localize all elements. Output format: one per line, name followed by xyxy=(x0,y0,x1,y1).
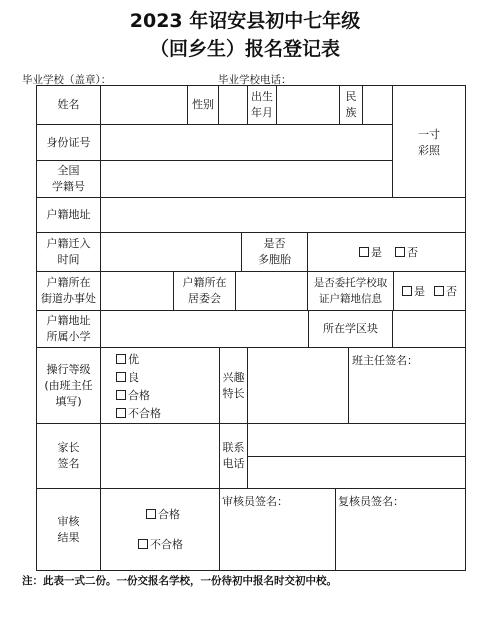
entrust-school-no-checkbox[interactable]: 否 xyxy=(434,285,457,299)
birth-date-label: 出生 年月 xyxy=(251,90,273,119)
national-student-id-label: 全国 学籍号 xyxy=(52,164,85,193)
residents-committee-field[interactable] xyxy=(235,271,308,311)
residents-committee-label: 户籍所在 居委会 xyxy=(182,276,227,305)
reviewer-sign-label: 审核员签名： xyxy=(222,495,288,508)
graduation-school-phone-label: 毕业学校电话： xyxy=(218,74,292,86)
id-number-field[interactable] xyxy=(100,124,393,161)
conduct-good-checkbox[interactable]: 良 xyxy=(116,371,139,385)
household-move-time-field[interactable] xyxy=(100,232,242,272)
name-field[interactable] xyxy=(100,85,188,125)
contact-phone-field-2[interactable] xyxy=(247,456,466,489)
conduct-fail-checkbox[interactable]: 不合格 xyxy=(116,407,161,421)
school-district-field[interactable] xyxy=(392,310,466,348)
review-fail-checkbox[interactable]: 不合格 xyxy=(138,538,183,552)
entrust-school-yes-checkbox[interactable]: 是 xyxy=(402,285,425,299)
form-title-line1: 2023 年诏安县初中七年级 xyxy=(129,10,361,32)
gender-label: 性别 xyxy=(192,98,214,111)
head-teacher-sign-label: 班主任签名： xyxy=(352,354,418,367)
review-result-label: 审核 结果 xyxy=(57,514,80,544)
footnote: 注：此表一式二份。一份交报名学校，一份待初中报名时交初中校。 xyxy=(22,575,337,587)
form-title-line2: （回乡生）报名登记表 xyxy=(149,38,340,60)
entrust-school-label: 是否委托学校取 证户籍地信息 xyxy=(313,277,388,305)
primary-school-label: 户籍地址 所属小学 xyxy=(46,314,91,343)
subdistrict-office-label: 户籍所在 街道办事处 xyxy=(41,276,96,305)
multiple-birth-yes-checkbox[interactable]: 是 xyxy=(359,246,382,260)
school-district-label: 所在学区块 xyxy=(323,322,378,335)
multiple-birth-label: 是否 多胞胎 xyxy=(258,237,291,266)
name-label: 姓名 xyxy=(57,98,80,111)
review-pass-checkbox[interactable]: 合格 xyxy=(146,508,180,522)
graduation-school-label: 毕业学校（盖章）： xyxy=(22,74,112,86)
conduct-pass-checkbox[interactable]: 合格 xyxy=(116,389,150,403)
interests-label: 兴趣 特长 xyxy=(222,370,245,400)
parent-sign-label: 家长 签名 xyxy=(57,441,80,470)
parent-sign-field[interactable] xyxy=(100,423,220,489)
contact-phone-field-1[interactable] xyxy=(247,423,466,457)
multiple-birth-no-checkbox[interactable]: 否 xyxy=(395,246,418,260)
interests-field[interactable] xyxy=(247,347,349,424)
subdistrict-office-field[interactable] xyxy=(100,271,174,311)
national-student-id-field[interactable] xyxy=(100,160,393,198)
household-address-field[interactable] xyxy=(100,197,466,233)
id-number-label: 身份证号 xyxy=(46,135,91,149)
review-result-options xyxy=(100,488,220,571)
household-address-label: 户籍地址 xyxy=(46,208,91,221)
multiple-birth-options xyxy=(307,232,466,272)
ethnicity-field[interactable] xyxy=(362,85,393,125)
gender-field[interactable] xyxy=(218,85,248,125)
rechecker-sign-label: 复核员签名： xyxy=(338,495,404,508)
contact-phone-label: 联系 电话 xyxy=(222,441,245,470)
photo-label: 一寸 彩照 xyxy=(418,128,440,157)
ethnicity-label: 民 族 xyxy=(345,90,357,119)
primary-school-field[interactable] xyxy=(100,310,309,348)
conduct-grade-label: 操行等级 (由班主任 填写) xyxy=(44,362,93,408)
conduct-excellent-checkbox[interactable]: 优 xyxy=(116,353,139,367)
household-move-time-label: 户籍迁入 时间 xyxy=(46,237,91,266)
birth-date-field[interactable] xyxy=(276,85,340,125)
